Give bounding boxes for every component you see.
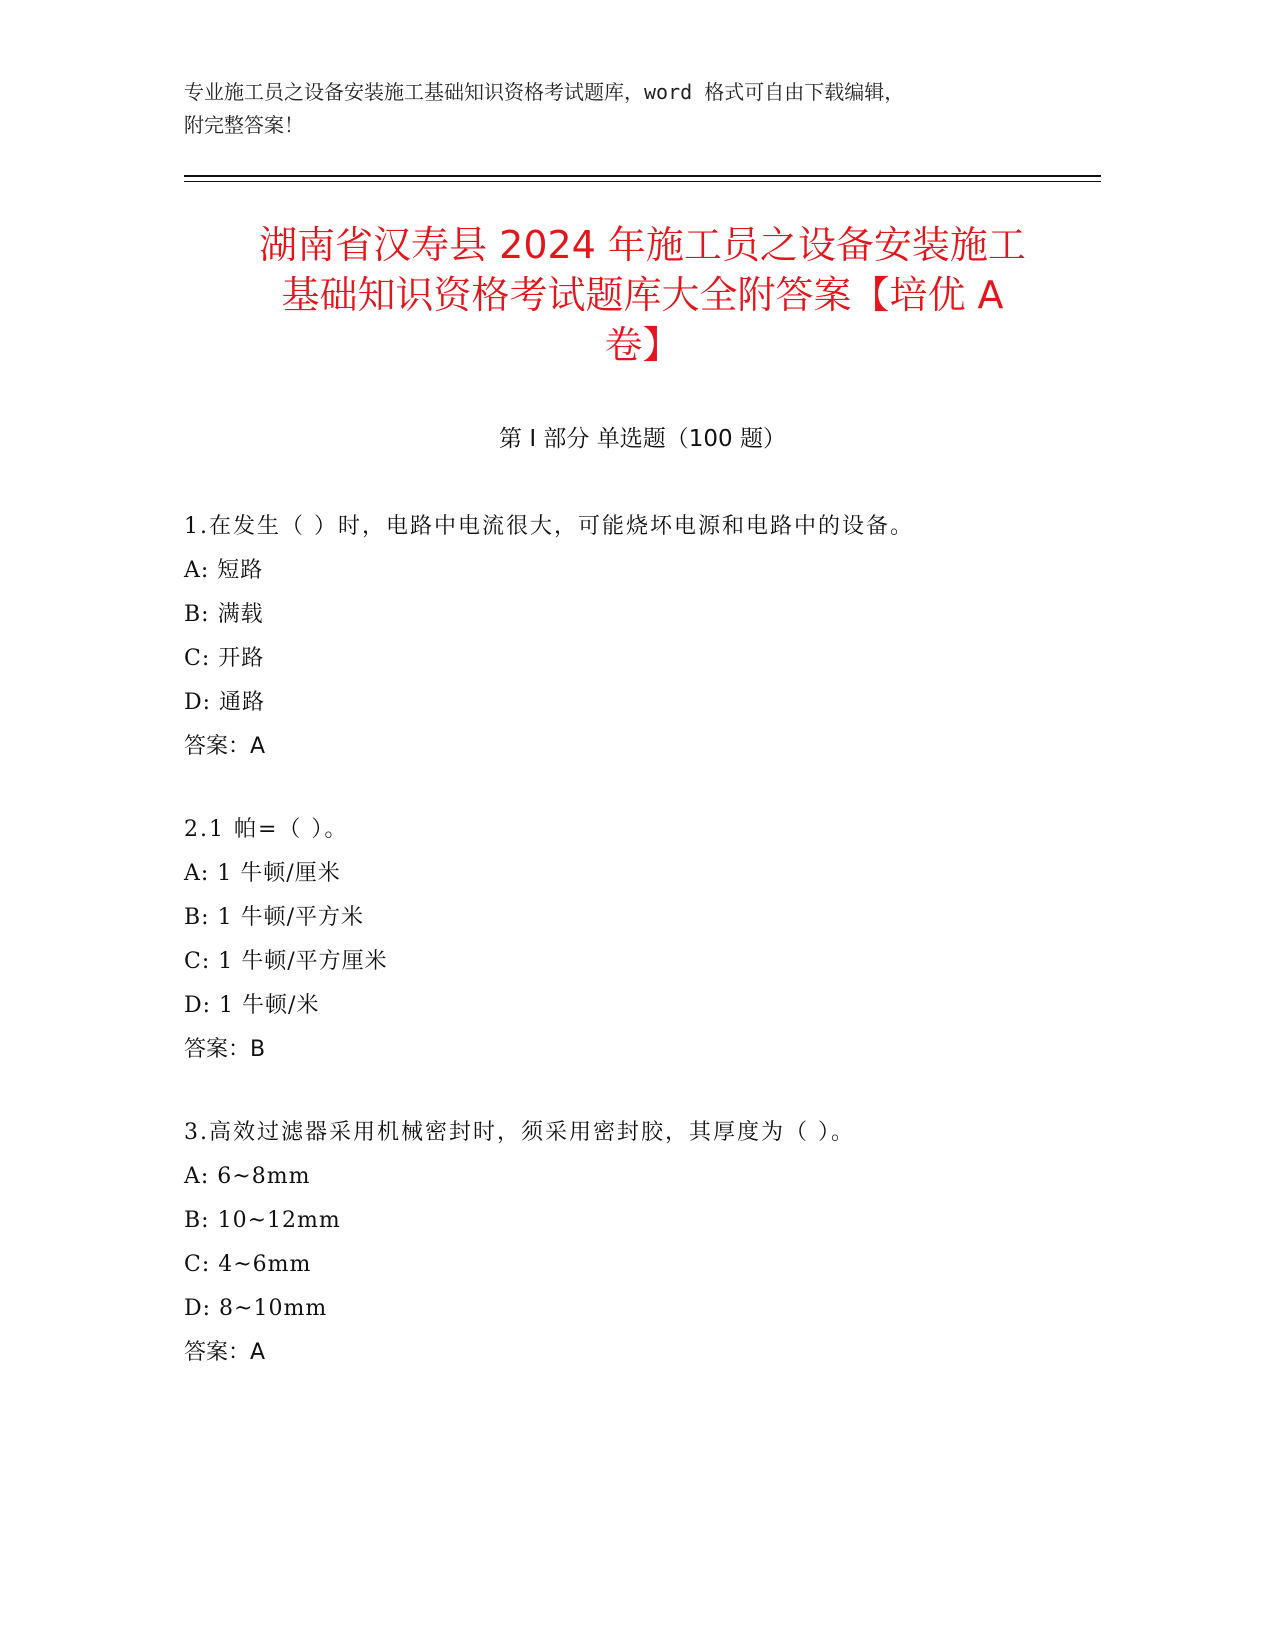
question-list: [184, 505, 1101, 1414]
option-d: D: 通路: [184, 690, 266, 715]
option-b: B: 满载: [184, 602, 264, 627]
answer-line: 答案：A: [184, 734, 266, 759]
header-divider-thin: [184, 181, 1101, 182]
option-b: B: 1 牛顿/平方米: [184, 905, 364, 930]
option-b: B: 10~12mm: [184, 1208, 341, 1233]
question-stem: 3.高效过滤器采用机械密封时，须采用密封胶，其厚度为（ ）。: [184, 1120, 855, 1145]
question-stem: 1.在发生（ ）时，电路中电流很大，可能烧坏电源和电路中的设备。: [184, 514, 914, 539]
section-heading: 第 I 部分 单选题（100 题）: [499, 426, 786, 452]
header-divider-thick: [184, 175, 1101, 177]
option-c: C: 4~6mm: [184, 1252, 312, 1277]
document-title-line-2: 基础知识资格考试题库大全附答案【培优 A: [281, 273, 1004, 317]
option-c: C: 开路: [184, 646, 265, 671]
document-title-line-3: 卷】: [604, 323, 681, 367]
document-title-line-1: 湖南省汉寿县 2024 年施工员之设备安装施工: [259, 223, 1026, 267]
option-d: D: 1 牛顿/米: [184, 993, 320, 1018]
header-note-line-2: 附完整答案！: [184, 113, 304, 137]
answer-line: 答案：A: [184, 1340, 266, 1365]
option-a: A: 1 牛顿/厘米: [184, 861, 341, 886]
option-a: A: 6~8mm: [184, 1164, 311, 1189]
header-note-line-1: 专业施工员之设备安装施工基础知识资格考试题库，word 格式可自由下载编辑，: [184, 80, 905, 104]
question-1: [184, 505, 1101, 769]
question-stem: 2.1 帕=（ ）。: [184, 817, 349, 842]
option-c: C: 1 牛顿/平方厘米: [184, 949, 388, 974]
question-3: [184, 1111, 1101, 1375]
option-d: D: 8~10mm: [184, 1296, 328, 1321]
answer-line: 答案：B: [184, 1037, 266, 1062]
option-a: A: 短路: [184, 558, 264, 583]
question-2: [184, 808, 1101, 1072]
header-note: [184, 76, 1084, 142]
document-title: [184, 220, 1101, 370]
